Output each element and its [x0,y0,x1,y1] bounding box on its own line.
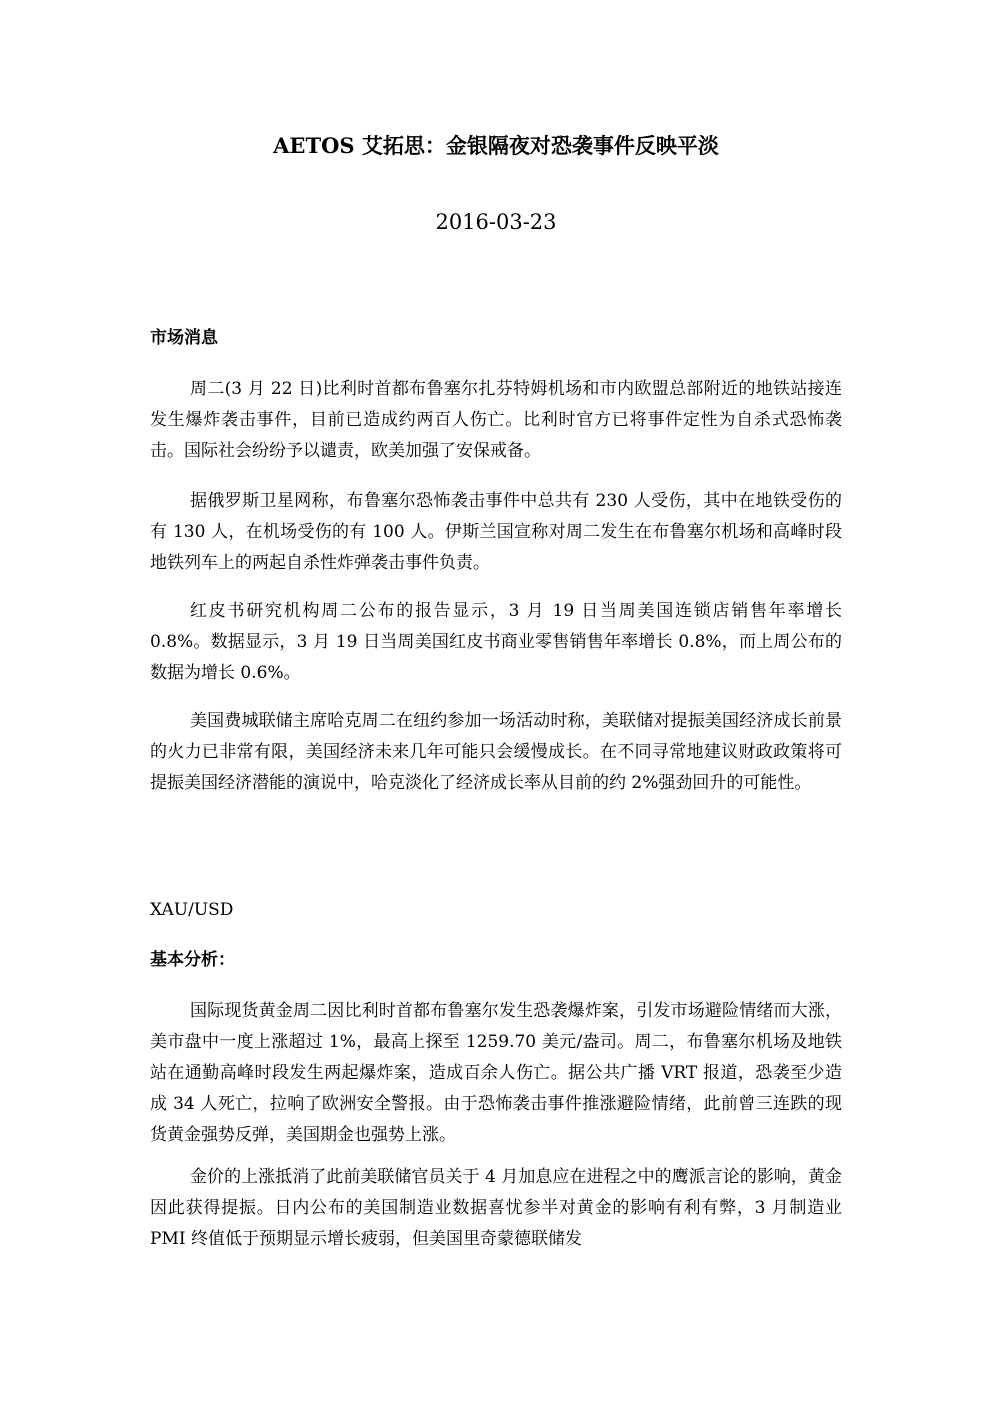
market-news-paragraph-1: 周二(3 月 22 日)比利时首都布鲁塞尔扎芬特姆机场和市内欧盟总部附近的地铁站接连发生爆炸袭击事件，目前已造成约两百人伤亡。比利时官方已将事件定性为自杀式恐怖袭击。国际社会纷纷予以谴责，欧美加强了安保戒备。 [150,379,842,461]
xau-paragraph-1: 国际现货黄金周二因比利时首都布鲁塞尔发生恐袭爆炸案，引发市场避险情绪而大涨，美市盘中一度上涨超过 1%，最高上探至 1259.70 美元/盎司。周二，布鲁塞尔机场及地铁站在通勤高峰时段发生两起爆炸案，造成百余人伤亡。据公共广播 VRT 报道，恐袭至少造成 34 人死亡，拉响了欧洲安全警报。由于恐怖袭击事件推涨避险情绪，此前曾三连跌的现货黄金强势反弹，美国期金也强势上涨。 [150,1001,842,1145]
market-news-heading: 市场消息 [150,328,218,348]
market-news-paragraph-4: 美国费城联储主席哈克周二在纽约参加一场活动时称，美联储对提振美国经济成长前景的火力已非常有限，美国经济未来几年可能只会缓慢成长。在不同寻常地建议财政政策将可提振美国经济潜能的演说中，哈克淡化了经济成长率从目前的约 2%强劲回升的可能性。 [150,711,842,793]
document-title: AETOS 艾拓思：金银隔夜对恐袭事件反映平淡 [273,133,719,158]
market-news-paragraph-2: 据俄罗斯卫星网称，布鲁塞尔恐怖袭击事件中总共有 230 人受伤，其中在地铁受伤的有 130 人，在机场受伤的有 100 人。伊斯兰国宣称对周二发生在布鲁塞尔机场和高峰时段地铁列车上的两起自杀性炸弹袭击事件负责。 [150,491,842,573]
document-date: 2016-03-23 [435,210,557,234]
market-news-paragraph-3: 红皮书研究机构周二公布的报告显示，3 月 19 日当周美国连锁店销售年率增长 0.8%。数据显示，3 月 19 日当周美国红皮书商业零售销售年率增长 0.8%，而上周公布的数据为增长 0.6%。 [150,601,842,683]
fundamental-analysis-heading: 基本分析： [150,950,235,970]
xau-paragraph-2: 金价的上涨抵消了此前美联储官员关于 4 月加息应在进程之中的鹰派言论的影响，黄金因此获得提振。日内公布的美国制造业数据喜忧参半对黄金的影响有利有弊，3 月制造业 PMI 终值低于预期显示增长疲弱，但美国里奇蒙德联储发 [150,1167,842,1249]
xau-usd-symbol: XAU/USD [150,900,234,920]
